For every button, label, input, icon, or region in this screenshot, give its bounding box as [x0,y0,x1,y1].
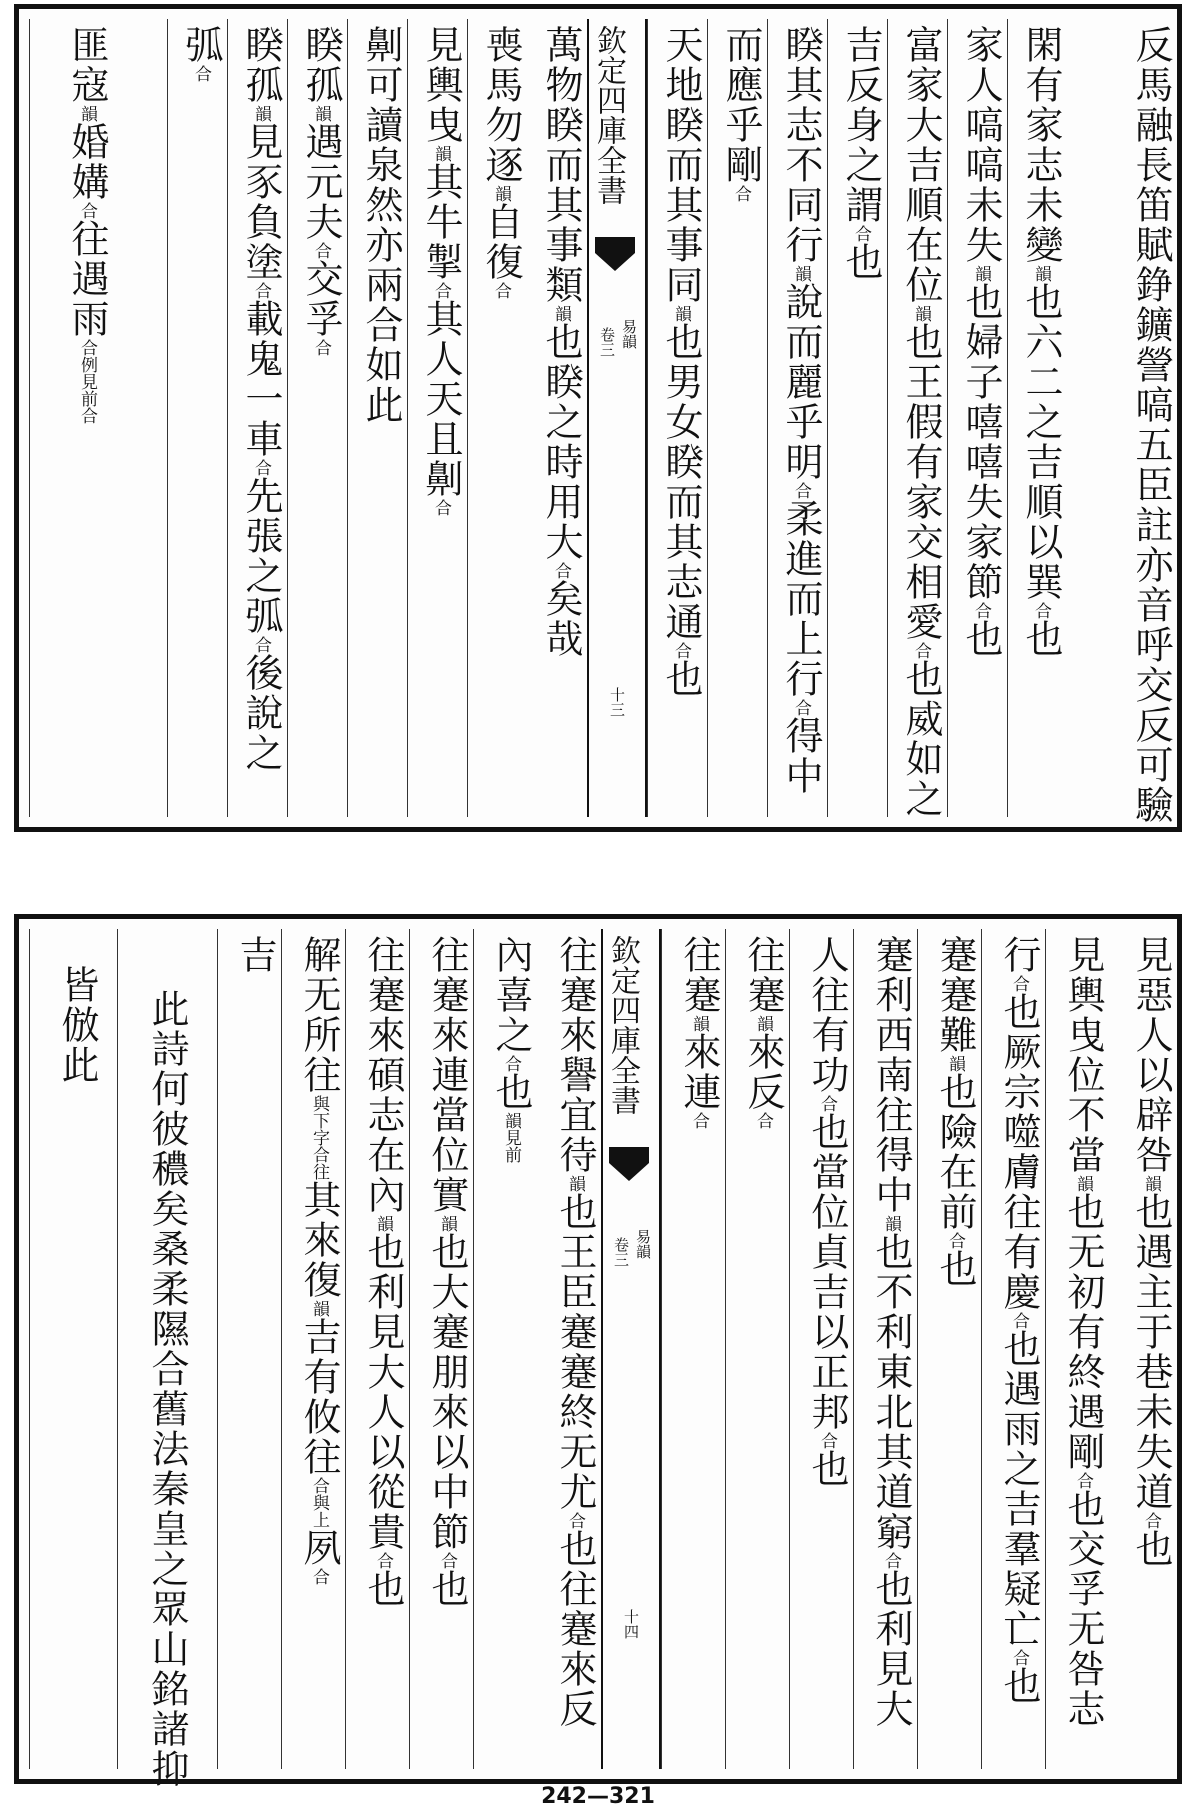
text-run: 此詩何彼穠矣桑柔隰合舊法秦皇之眾山銘諸抑 [145,989,189,1789]
column-text [901,25,941,819]
annotation-marker: 前 [77,390,97,407]
annotation-marker: 合 [311,242,331,259]
text-column [917,929,981,1769]
annotation-marker: 合 [911,642,931,659]
annotation-marker: 合 [753,1112,773,1129]
column-text [299,935,339,1585]
text-run: 也威如之 [899,659,943,819]
annotation-marker: 合 [1031,602,1051,619]
annotation-marker: 字合 [309,1129,329,1163]
text-column [227,19,287,817]
text-run: 見惡人以辟咎 [1129,935,1173,1175]
column-text [961,25,1001,659]
annotation-marker: 韻 [945,1055,965,1072]
text-run: 內喜之 [489,935,533,1055]
text-run: 也 [425,1569,469,1609]
annotation-marker: 韻 [311,105,331,122]
text-run: 也厥宗噬膚往有慶 [997,992,1041,1312]
text-run: 家人嗃嗃未失 [959,25,1003,265]
text-run: 吉反身之謂 [839,25,883,225]
annotation-marker: 與下 [309,1095,329,1129]
annotation-marker: 合 [791,699,811,716]
text-run: 閑有家志未變 [1019,25,1063,265]
annotation-marker: 合 [77,407,97,424]
text-column [827,19,887,817]
text-run: 也往蹇來反 [553,1529,597,1729]
annotation-marker: 合 [77,339,97,356]
text-run: 吉 [233,935,277,975]
annotation-marker: 韻 [881,1215,901,1232]
text-run: 往蹇 [677,935,721,1015]
text-run: 睽孤 [299,25,343,105]
annotation-marker: 合 [437,1552,457,1569]
text-run: 也大蹇朋來以中節 [425,1232,469,1552]
text-column [29,19,167,817]
annotation-marker: 合 [501,1055,521,1072]
annotation-marker: 合 [251,636,271,653]
annotation-marker: 合 [309,1568,329,1585]
annotation-marker: 韻 [1073,1175,1093,1192]
text-run: 載鬼一車 [239,299,283,459]
text-run: 往蹇來碩志在內 [361,935,405,1215]
page-number: 242—321 [541,1784,655,1809]
annotation-marker: 韻 [373,1215,393,1232]
column-text [935,935,975,1289]
text-run: 而應乎剛 [719,25,763,185]
annotation-marker: 合 [311,339,331,356]
annotation-marker: 合 [431,282,451,299]
text-column [287,19,347,817]
column-text [57,965,97,1085]
text-run: 自復 [479,202,523,282]
annotation-marker: 合 [791,482,811,499]
annotation-marker: 合 [881,1552,901,1569]
annotation-marker: 韻 [565,1175,585,1192]
text-run: 也 [839,242,883,282]
text-column [661,929,725,1769]
text-run: 後說之 [239,653,283,773]
fishtail-icon [609,1163,649,1181]
text-column [347,19,407,817]
text-run: 也六二之吉順以巽 [1019,282,1063,602]
text-run: 也利見大人以從貴 [361,1232,405,1552]
text-column [725,929,789,1769]
annotation-marker: 合 [491,282,511,299]
text-run: 矣哉 [539,579,583,659]
text-column [467,19,527,817]
text-run: 也王臣蹇蹇終无尤 [553,1192,597,1512]
annotation-marker: 韻 [431,145,451,162]
text-column [537,929,601,1769]
annotation-marker: 前 [501,1146,521,1163]
text-run: 也无初有終遇剛 [1061,1192,1105,1472]
annotation-marker: 韻 [77,105,97,122]
text-column [887,19,947,817]
upper-page-panel [14,4,1182,832]
column-text [841,25,881,282]
column-text [363,935,403,1609]
column-text [147,989,187,1789]
text-run: 解无所往 [297,935,341,1095]
annotation-marker: 合 [373,1552,393,1569]
column-text [1131,935,1171,1569]
fishtail-mark [609,1147,649,1163]
annotation-marker: 例見 [77,356,97,390]
column-text [781,25,821,796]
work-title: 易韻 [620,319,638,349]
annotation-marker: 韻 [437,1215,457,1232]
annotation-marker: 韻 [971,265,991,282]
text-run: 富家大吉順在位 [899,25,943,305]
text-column [117,929,217,1789]
annotation-marker: 合 [689,1112,709,1129]
annotation-marker: 韻 [1031,265,1051,282]
annotation-marker: 合 [431,499,451,516]
text-run: 其人天且劓 [419,299,463,499]
text-run: 也睽之時用大 [539,322,583,562]
text-run: 吉有攸往 [297,1317,341,1477]
column-text [555,935,595,1729]
text-run: 也 [805,1449,849,1489]
text-run: 其牛掣 [419,162,463,282]
text-run: 交孚 [299,259,343,339]
lower-page-panel [14,914,1182,1789]
annotation-marker: 合 [309,1477,329,1494]
text-column [409,929,473,1769]
column-text [241,25,281,773]
annotation-marker: 韻 [791,265,811,282]
annotation-marker: 合 [817,1432,837,1449]
column-text [361,25,401,425]
column-text [999,935,1039,1706]
column-text [181,25,221,82]
text-run: 見輿曳 [419,25,463,145]
text-column [789,929,853,1769]
text-run: 說而麗乎明 [779,282,823,482]
text-run: 先張之弧 [239,476,283,636]
leaf-number: 十三 [608,687,626,717]
text-column [527,19,587,817]
text-run: 得中 [779,716,823,796]
column-text [421,25,461,516]
text-run: 往蹇來連當位實 [425,935,469,1215]
text-column [767,19,827,817]
column-text [301,25,341,356]
column-text [661,25,701,699]
text-run: 也 [959,619,1003,659]
annotation-marker: 韻見 [501,1112,521,1146]
annotation-marker: 韻 [309,1300,329,1317]
annotation-marker: 合 [1073,1472,1093,1489]
column-text [871,935,911,1729]
annotation-marker: 往 [309,1163,329,1180]
column-text [481,25,521,299]
annotation-marker: 合 [1009,1312,1029,1329]
text-run: 也 [659,659,703,699]
text-column [281,929,345,1769]
annotation-marker: 合 [671,642,691,659]
text-column [345,929,409,1769]
text-column [473,929,537,1769]
text-run: 反馬融長笛賦錚鑛謍嗃五臣註亦音呼交反可驗 [1129,25,1173,825]
text-run: 來連 [677,1032,721,1112]
annotation-marker: 合 [1009,1649,1029,1666]
text-run: 匪寇 [65,25,109,105]
text-column [1007,19,1067,817]
text-run: 遇元夫 [299,122,343,242]
book-title: 欽定四庫全書 [605,935,640,1115]
text-run: 也 [361,1569,405,1609]
volume-label: 卷三 [598,327,616,357]
text-column [647,19,707,817]
annotation-marker: 韻 [551,305,571,322]
work-title: 易韻 [634,1229,652,1259]
annotation-marker: 合 [251,282,271,299]
text-run: 也不利東北其道窮 [869,1232,913,1552]
annotation-marker: 合 [551,562,571,579]
annotation-marker: 韻 [491,185,511,202]
text-run: 往遇雨 [65,219,109,339]
text-run: 來反 [741,1032,785,1112]
column-text [807,935,847,1489]
text-column [707,19,767,817]
text-column [1045,929,1109,1769]
center-fold-label [601,929,661,1769]
text-run: 弧 [179,25,223,65]
column-text [1063,935,1103,1729]
column-text [679,935,719,1129]
text-column [1067,19,1177,825]
annotation-marker: 韻 [911,305,931,322]
annotation-marker: 韻 [251,105,271,122]
text-run: 其來復 [297,1180,341,1300]
text-run: 也遇雨之吉羣疑亡 [997,1329,1041,1649]
text-column [853,929,917,1769]
column-text [541,25,581,659]
leaf-number: 十四 [622,1609,640,1639]
text-run: 皆倣此 [55,965,99,1085]
text-run: 蹇蹇難 [933,935,977,1055]
text-run: 也交孚无咎志 [1061,1489,1105,1729]
text-run: 也男女睽而其志通 [659,322,703,642]
column-text [743,935,783,1129]
text-run: 也 [933,1249,977,1289]
text-run: 見輿曳位不當 [1061,935,1105,1175]
fishtail-mark [595,237,635,253]
column-text [1021,25,1061,659]
annotation-marker: 合 [731,185,751,202]
text-column [407,19,467,817]
annotation-marker: 與上 [309,1494,329,1528]
text-run: 也 [489,1072,533,1112]
text-run: 也 [1019,619,1063,659]
annotation-marker: 韻 [753,1015,773,1032]
text-run: 見豕負塗 [239,122,283,282]
text-run: 也 [1129,1529,1173,1569]
text-run: 往蹇 [741,935,785,1015]
text-run: 喪馬勿逐 [479,25,523,185]
annotation-marker: 合 [1141,1512,1161,1529]
text-run: 往蹇來譽宜待 [553,935,597,1175]
text-run: 也險在前 [933,1072,977,1232]
center-fold-label [587,19,647,817]
annotation-marker: 韻 [671,305,691,322]
text-run: 也 [997,1666,1041,1706]
annotation-marker: 合 [817,1095,837,1112]
text-column [167,19,227,817]
text-run: 蹇利西南往得中 [869,935,913,1215]
column-text [491,935,531,1163]
column-text [235,935,275,975]
annotation-marker: 合 [971,602,991,619]
text-run: 天地睽而其事同 [659,25,703,305]
annotation-marker: 合 [1009,975,1029,992]
book-title: 欽定四庫全書 [591,25,626,205]
annotation-marker: 合 [251,459,271,476]
text-run: 也當位貞吉以正邦 [805,1112,849,1432]
fishtail-icon [595,253,635,271]
annotation-marker: 合 [191,65,211,82]
text-column [947,19,1007,817]
text-column [981,929,1045,1769]
annotation-marker: 韻 [1141,1175,1161,1192]
text-run: 也利見大 [869,1569,913,1729]
volume-label: 卷三 [612,1237,630,1267]
text-run: 婚媾 [65,122,109,202]
text-run: 行 [997,935,1041,975]
text-run: 睽其志不同行 [779,25,823,265]
text-run: 人往有功 [805,935,849,1095]
column-text [427,935,467,1609]
text-run: 萬物睽而其事類 [539,25,583,305]
column-text [1131,25,1171,825]
text-run: 也婦子嘻嘻失家節 [959,282,1003,602]
text-run: 柔進而上行 [779,499,823,699]
text-run: 也遇主于巷未失道 [1129,1192,1173,1512]
text-column [1109,929,1177,1769]
text-column [29,929,117,1769]
annotation-marker: 合 [851,225,871,242]
column-text [67,25,107,424]
text-run: 劓可讀泉然亦兩合如此 [359,25,403,425]
column-text [721,25,761,202]
annotation-marker: 合 [77,202,97,219]
text-run: 也王假有家交相愛 [899,322,943,642]
text-column [217,929,281,1769]
annotation-marker: 韻 [689,1015,709,1032]
annotation-marker: 合 [565,1512,585,1529]
annotation-marker: 合 [945,1232,965,1249]
text-run: 夙 [297,1528,341,1568]
text-run: 睽孤 [239,25,283,105]
